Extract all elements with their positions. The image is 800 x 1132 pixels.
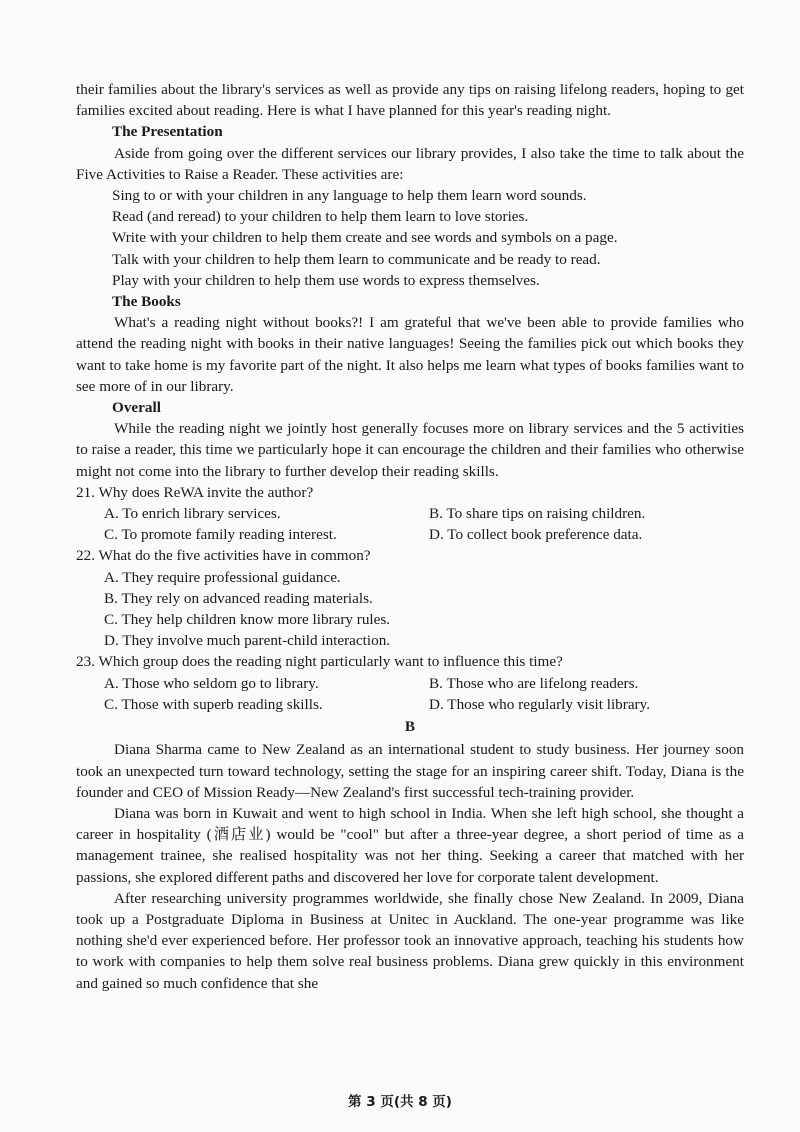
page-content [76,79,744,994]
activity-item: Play with your children to help them use words to express themselves. [112,271,540,289]
books-heading: The Books [112,293,181,311]
activity-item: Read (and reread) to your children to help them learn to love stories. [112,208,529,226]
option-d: D. To collect book preference data. [429,526,643,544]
books-paragraph: What's a reading night without books?! I am grateful that we've been able to provide families who attend the reading night with books in their native languages! Seeing the families pick out which books they want to take home is my favorite part of the night. It also helps me learn what types of books families want to see more of in our library. [76,314,744,395]
activity-item: Write with your children to help them create and see words and symbols on a page. [112,229,618,247]
passage-b-paragraph: Diana Sharma came to New Zealand as an international student to study business. Her journey soon took an unexpected turn toward technology, setting the stage for an inspiring career shift. Today, Diana is the founder and CEO of Mission Ready—New Zealand's first successful tech-training provider. [76,741,744,801]
overall-heading: Overall [112,399,161,417]
question-options [76,503,744,545]
option-b: B. Those who are lifelong readers. [429,674,639,692]
option-a: A. To enrich library services. [104,505,281,523]
option-d: D. Those who regularly visit library. [429,695,651,713]
question-options [76,673,744,715]
option-a: A. Those who seldom go to library. [104,674,319,692]
option-b: B. They rely on advanced reading materials. [104,589,373,607]
passage-b-paragraph: Diana was born in Kuwait and went to high school in India. When she left high school, she thought a career in hospitality (酒店业) would be "cool" but after a three-year degree, a short period of time as a management trainee, she realised hospitality was not her thing. Seeking a career that matched with her passions, she explored different paths and discovered her love for corporate talent development. [76,804,744,886]
option-b: B. To share tips on raising children. [429,505,646,523]
activity-item: Sing to or with your children in any language to help them learn word sounds. [112,187,587,205]
option-c: C. They help children know more library rules. [104,611,391,629]
intro-paragraph: their families about the library's services as well as provide any tips on raising lifelong readers, hoping to get families excited about reading. Here is what I have planned for this year's reading night. [76,81,744,120]
question-options [76,567,744,652]
presentation-paragraph: Aside from going over the different services our library provides, I also take the time to talk about the Five Activities to Raise a Reader. These activities are: [76,144,744,183]
option-c: C. To promote family reading interest. [104,526,337,544]
page-number-footer: 第 3 页(共 8 页) [348,1094,452,1110]
section-b-label: B [404,718,416,736]
option-c: C. Those with superb reading skills. [104,695,323,713]
question-stem: 22. What do the five activities have in common? [76,547,371,565]
passage-b-paragraph: After researching university programmes worldwide, she finally chose New Zealand. In 2009, Diana took up a Postgraduate Diploma in Business at Unitec in Auckland. The one-year programme was like nothing she'd ever experienced before. Her professor took an innovative approach, teaching his students how to work with companies to help them solve real business problems. Diana grew quickly in this environment and gained so much confidence that she [76,889,744,992]
activity-item: Talk with your children to help them learn to communicate and be ready to read. [112,250,601,268]
option-a: A. They require professional guidance. [104,568,341,586]
question-stem: 23. Which group does the reading night particularly want to influence this time? [76,653,563,671]
overall-paragraph: While the reading night we jointly host generally focuses more on library services and the 5 activities to raise a reader, this time we particularly hope it can encourage the children and their families who otherwise might not come into the library to further develop their reading skills. [76,420,744,480]
presentation-heading: The Presentation [112,123,223,141]
option-d: D. They involve much parent-child interaction. [104,632,391,650]
question-stem: 21. Why does ReWA invite the author? [76,483,314,501]
